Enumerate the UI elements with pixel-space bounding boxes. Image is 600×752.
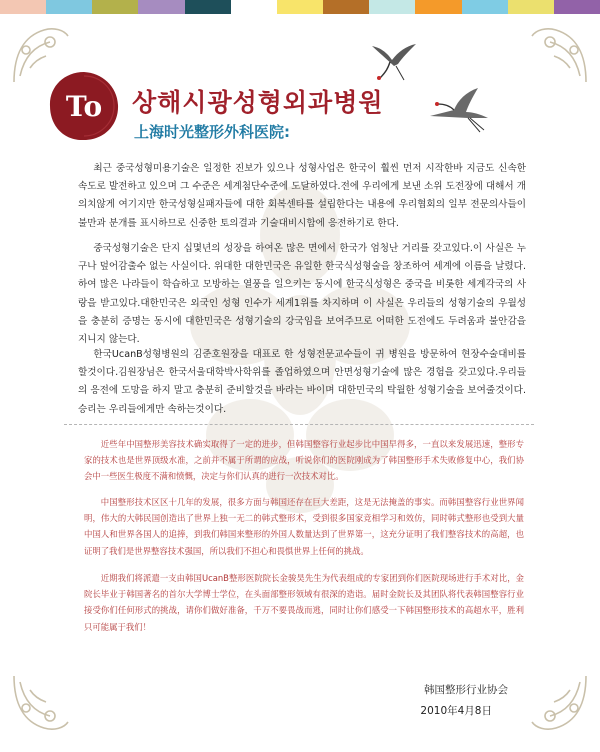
red-seal xyxy=(48,70,120,142)
top-stripe-segment xyxy=(0,0,46,14)
seal-text: To xyxy=(65,90,103,123)
chinese-paragraph-1: 近些年中国整形美容技术确实取得了一定的进步，但韩国整容行业起步比中国早得多，一直以来发展迅速，整形专家的技术也是世界顶级水准，之前并不属于所谓的应战，听说你们的医院刚成为了韩国整形手术失败修复中心，我们协会中一些医生极度不满和愤慨，决定与你们认真的进行一次技术对比。 xyxy=(84,439,524,482)
crane-illustration-large xyxy=(428,86,492,136)
corner-ornament-bottom-left xyxy=(10,672,72,734)
top-stripe-segment xyxy=(185,0,231,14)
dashed-divider xyxy=(64,424,534,425)
korean-paragraph-2: 중국성형기술은 단지 십몇년의 성장을 하여온 많은 면에서 한국가 엄청난 거리를 갖고있다.이 사실은 누구나 덮어감출수 없는 사실이다. 위대한 대한민국은 유일한 한국식성형술을 창조하여 세계에 이름을 날렸다.하여 많은 나라들이 학습하고 모방하는 열풍을 일으키는 동시에 한국식성형은 중국을 비롯한 세계각국의 사랑을 받고있다.대한민국은 외국인 성형 인수가 세계1위를 차지하며 이 사실은 우리들의 성형기술의 우월성을 충분히 증명는 동시에 대한민국은 성형기술의 강국임을 보여주므로 어떠한 도전에도 두려움과 불안감을 지니지 않는다. xyxy=(78,243,526,346)
chinese-paragraph-3: 近期我们将派遣一支由韩国UcanB整形医院院长金骏昊先生为代表组成的专家团到你们医院现场进行手术对比，金院长毕业于韩国著名的首尔大学博士学位，在头面部整形领域有很深的造诣。届时金院长及其团队将代表韩国整容行业接受你们任何形式的挑战，请你们做好准备，千万不要畏战而逃，同时让你们感受一下韩国整形技术的高超水平，胜利只可能属于我们！ xyxy=(84,573,524,632)
crane-illustration-small xyxy=(368,38,418,84)
title-chinese: 上海时光整形外科医院: xyxy=(134,123,290,141)
title-korean: 상해시광성형외과병원 xyxy=(132,88,384,117)
korean-paragraph-3: 한국UcanB성형병원의 김준호원장을 대표로 한 성형전문교수들이 귀 병원을 방문하여 현장수술대비를 할것이다.김원장님은 한국서울대학박사학위를 졸업하였으며 안면성형기술에 많은 경험을 갖고있다.우리들의 응전에 도망을 하지 말고 충분히 준비할것을 바라는 바이며 대한민국의 탁월한 성형기술을 보여줄것이다.승리는 우리들에게만 속하는것이다. xyxy=(78,349,526,415)
top-stripe-segment xyxy=(92,0,138,14)
corner-ornament-top-right xyxy=(528,24,590,86)
top-stripe-segment xyxy=(323,0,369,14)
top-stripe-segment xyxy=(46,0,92,14)
top-stripe-segment xyxy=(462,0,508,14)
top-stripe-segment xyxy=(277,0,323,14)
top-stripe-segment xyxy=(508,0,554,14)
signature-organization: 韩国整形行业协会 xyxy=(424,684,508,696)
corner-ornament-bottom-right xyxy=(528,672,590,734)
top-stripe-segment xyxy=(554,0,600,14)
top-stripe-segment xyxy=(138,0,184,14)
top-stripe-segment xyxy=(231,0,277,14)
signature-date: 2010年4月8日 xyxy=(420,705,492,717)
chinese-paragraph-2: 中国整形技术区区十几年的发展，很多方面与韩国还存在巨大差距，这是无法掩盖的事实。而韩国整容行业世界闻明，伟大的大韩民国创造出了世界上独一无二的韩式整形术，受到很多国家竞相学习和效仿，同时韩式整形也受到大量中国人和世界各国人的追捧，到我们韩国来整形的外国人数量达到了世界第一，这充分证明了我们整容技术的高超，也证明了我们是世界整容技术强国，所以我们不担心和畏惧世界上任何的挑战。 xyxy=(84,497,524,556)
top-color-stripe xyxy=(0,0,600,14)
korean-paragraph-1: 최근 중국성형미용기술은 일정한 진보가 있으나 성형사업은 한국이 훨씬 먼저 시작한바 지금도 신속한 속도로 발전하고 있으며 그 수준은 세계첨단수준에 도달하였다.전에 우리에게 보낸 소위 도전장에 대해서 개의치않게 여기지만 한국성형실패자들에 대한 회복센타를 설립한다는 내용에 우리협회의 일부 전문의사들이 불만과 분개를 표시하므로 신중한 토의결과 기술대비시합에 응전하기로 한다. xyxy=(78,163,526,229)
top-stripe-segment xyxy=(415,0,461,14)
top-stripe-segment xyxy=(369,0,415,14)
